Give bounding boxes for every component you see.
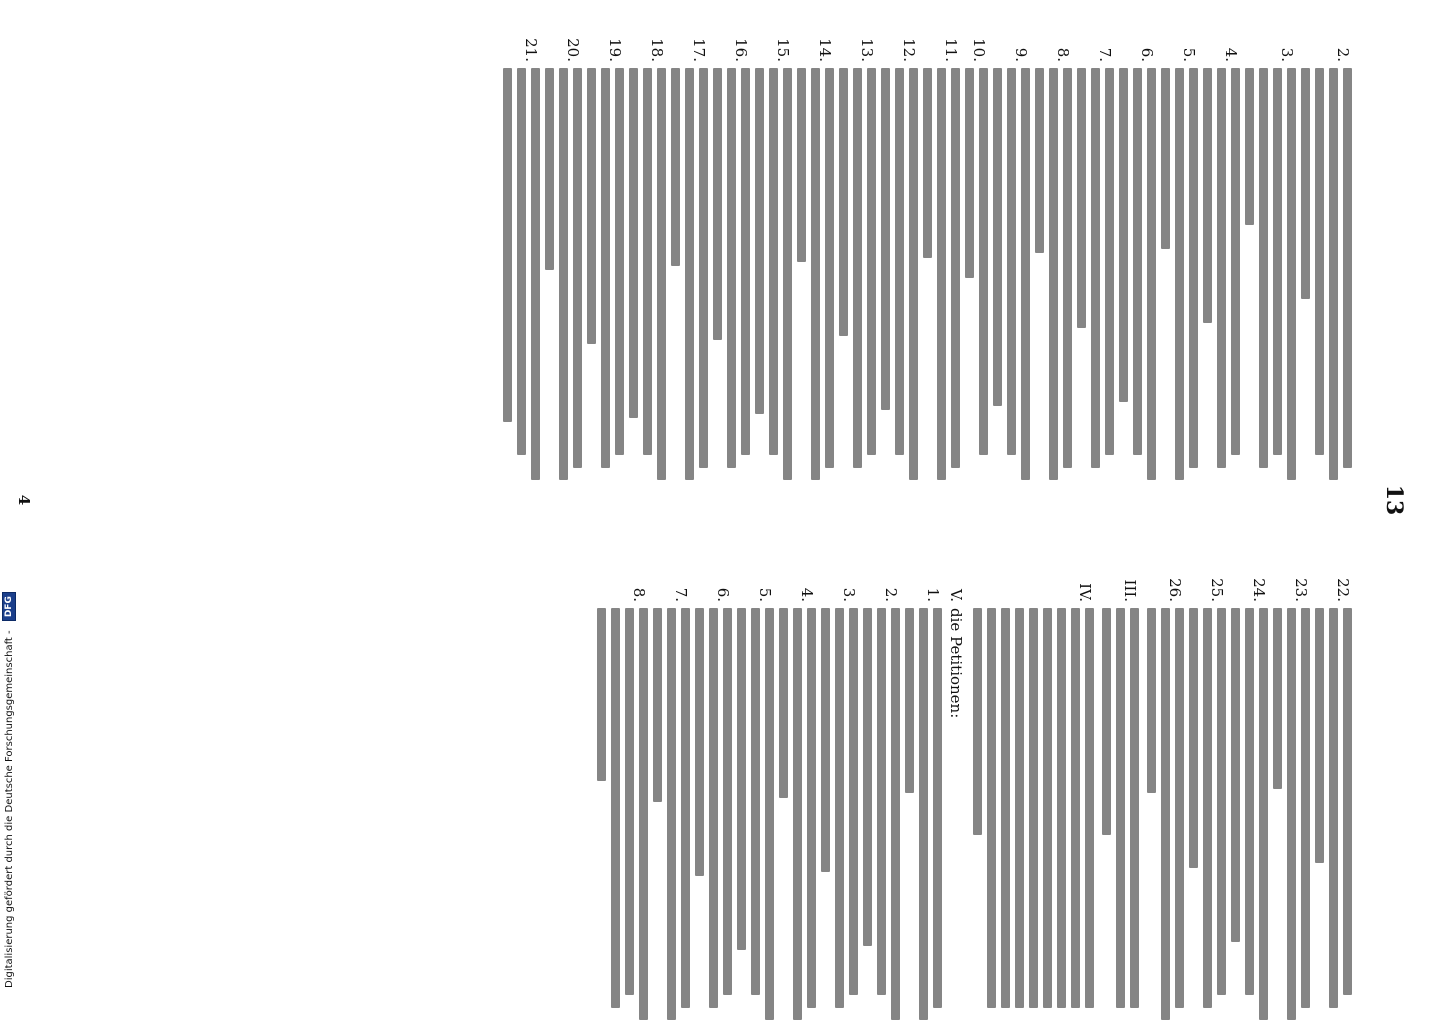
text-line-placeholder (727, 68, 736, 468)
text-line-placeholder (1315, 608, 1324, 863)
right-column (593, 570, 1357, 1020)
text-line-placeholder (559, 68, 568, 480)
text-line-placeholder (713, 68, 722, 340)
text-line-placeholder (601, 68, 610, 468)
section-block (1102, 570, 1139, 1020)
item-number: 7. (1096, 47, 1114, 62)
item-number: 26. (1166, 578, 1184, 602)
text-line-placeholder (987, 608, 996, 1008)
text-line-placeholder (1147, 608, 1156, 793)
item-number: 5. (756, 587, 774, 602)
text-line-placeholder (629, 68, 638, 418)
text-line-placeholder (779, 608, 788, 798)
text-line-placeholder (1259, 68, 1268, 468)
item-number: 4. (1222, 47, 1240, 62)
list-item (1119, 30, 1156, 480)
text-line-placeholder (545, 68, 554, 270)
text-line-placeholder (723, 608, 732, 995)
list-item (1231, 570, 1268, 1020)
text-line-placeholder (973, 608, 982, 835)
section-block (947, 570, 965, 1020)
text-line-placeholder (867, 68, 876, 455)
text-line-placeholder (807, 608, 816, 1008)
text-line-placeholder (1259, 608, 1268, 1020)
text-line-placeholder (1203, 608, 1212, 1008)
text-line-placeholder (1077, 68, 1086, 328)
text-line-placeholder (1133, 68, 1142, 455)
text-line-placeholder (1007, 68, 1016, 455)
text-line-placeholder (765, 608, 774, 1020)
text-line-placeholder (825, 68, 834, 468)
text-line-placeholder (695, 608, 704, 876)
list-item (1147, 570, 1184, 1020)
list-item (671, 30, 708, 480)
text-line-placeholder (937, 68, 946, 480)
text-line-placeholder (1273, 608, 1282, 789)
text-line-placeholder (839, 68, 848, 336)
dfg-logo-icon: DFG (2, 592, 16, 621)
text-line-placeholder (1015, 608, 1024, 1008)
text-line-placeholder (793, 608, 802, 1020)
list-item (821, 570, 858, 1020)
item-number: 6. (714, 587, 732, 602)
text-line-placeholder (517, 68, 526, 455)
text-line-placeholder (1063, 68, 1072, 468)
list-item (503, 30, 540, 480)
item-number: 6. (1138, 47, 1156, 62)
text-line-placeholder (1147, 68, 1156, 480)
text-line-placeholder (597, 608, 606, 781)
list-item (1035, 30, 1072, 480)
item-number: 18. (648, 38, 666, 62)
text-line-placeholder (891, 608, 900, 1020)
list-item (905, 570, 942, 1020)
list-item (695, 570, 732, 1020)
list-item (1161, 30, 1198, 480)
text-line-placeholder (821, 608, 830, 872)
text-line-placeholder (909, 68, 918, 480)
text-line-placeholder (979, 68, 988, 455)
text-line-placeholder (1231, 68, 1240, 455)
text-line-placeholder (1343, 68, 1352, 468)
text-line-placeholder (769, 68, 778, 455)
text-line-placeholder (573, 68, 582, 468)
list-item (863, 570, 900, 1020)
text-line-placeholder (1161, 608, 1170, 1020)
item-number: 25. (1208, 578, 1226, 602)
text-line-placeholder (625, 608, 634, 995)
list-item (1203, 30, 1240, 480)
text-line-placeholder (951, 68, 960, 468)
text-line-placeholder (503, 68, 512, 422)
item-number: 1. (924, 587, 942, 602)
item-number: 15. (774, 38, 792, 62)
item-number: 24. (1250, 578, 1268, 602)
text-line-placeholder (849, 608, 858, 995)
list-item (839, 30, 876, 480)
item-number: 23. (1292, 578, 1310, 602)
text-line-placeholder (1035, 68, 1044, 253)
list-item (1301, 30, 1352, 480)
text-line-placeholder (709, 608, 718, 1008)
text-line-placeholder (671, 68, 680, 266)
item-number: 2. (882, 587, 900, 602)
list-item (737, 570, 774, 1020)
list-item (797, 30, 834, 480)
list-item (545, 30, 582, 480)
text-line-placeholder (1189, 68, 1198, 468)
text-line-placeholder (737, 608, 746, 950)
text-line-placeholder (1287, 608, 1296, 1020)
text-line-placeholder (881, 68, 890, 410)
text-line-placeholder (1301, 68, 1310, 299)
list-item (713, 30, 750, 480)
text-line-placeholder (587, 68, 596, 344)
section-heading: die Petitionen: (947, 608, 965, 719)
text-line-placeholder (1217, 68, 1226, 468)
section-roman-numeral: IV. (1076, 583, 1094, 602)
text-line-placeholder (1343, 608, 1352, 995)
list-item (629, 30, 666, 480)
list-item (923, 30, 960, 480)
item-number: 21. (522, 38, 540, 62)
list-item (881, 30, 918, 480)
text-line-placeholder (1329, 68, 1338, 480)
text-line-placeholder (1245, 608, 1254, 995)
item-number: 19. (606, 38, 624, 62)
signature-mark: 4 (15, 494, 33, 506)
text-line-placeholder (699, 68, 708, 468)
list-item (755, 30, 792, 480)
list-item (965, 30, 988, 480)
text-line-placeholder (1130, 608, 1139, 1008)
text-line-placeholder (863, 608, 872, 946)
text-line-placeholder (657, 68, 666, 480)
item-number: 10. (970, 38, 988, 62)
section-block (973, 570, 1094, 1020)
text-line-placeholder (653, 608, 662, 802)
text-line-placeholder (1245, 68, 1254, 225)
text-line-placeholder (923, 68, 932, 258)
page-number: 13 (1381, 484, 1407, 516)
text-line-placeholder (835, 608, 844, 1008)
text-line-placeholder (1119, 68, 1128, 402)
text-line-placeholder (1175, 608, 1184, 1008)
item-number: 7. (672, 587, 690, 602)
item-number: 11. (942, 38, 960, 62)
text-line-placeholder (1116, 608, 1125, 1008)
list-item (1189, 570, 1226, 1020)
text-line-placeholder (1287, 68, 1296, 480)
list-item (653, 570, 690, 1020)
item-number: 5. (1180, 47, 1198, 62)
text-line-placeholder (1315, 68, 1324, 455)
item-number: 3. (840, 587, 858, 602)
text-line-placeholder (1273, 68, 1282, 455)
footer-text: Digitalisierung gefördert durch die Deutsche Forschungsgemeinschaft - (4, 630, 15, 988)
text-line-placeholder (667, 608, 676, 1020)
list-item (1315, 570, 1352, 1020)
list-item (597, 570, 648, 1020)
list-item (993, 30, 1030, 480)
text-line-placeholder (1175, 68, 1184, 480)
text-line-placeholder (1001, 608, 1010, 1008)
text-line-placeholder (1071, 608, 1080, 1008)
text-line-placeholder (531, 68, 540, 480)
text-line-placeholder (783, 68, 792, 480)
text-line-placeholder (751, 608, 760, 995)
item-number: 9. (1012, 47, 1030, 62)
text-line-placeholder (1161, 68, 1170, 249)
text-line-placeholder (685, 68, 694, 480)
text-line-placeholder (811, 68, 820, 480)
text-line-placeholder (797, 68, 806, 262)
text-line-placeholder (1329, 608, 1338, 1008)
text-line-placeholder (639, 608, 648, 1020)
text-line-placeholder (1049, 68, 1058, 480)
rotated-page-content (17, 0, 1417, 1000)
text-line-placeholder (615, 68, 624, 455)
item-number: 22. (1334, 578, 1352, 602)
text-line-placeholder (755, 68, 764, 414)
text-line-placeholder (1203, 68, 1212, 323)
text-line-placeholder (1102, 608, 1111, 835)
text-line-placeholder (1189, 608, 1198, 868)
list-item (779, 570, 816, 1020)
item-number: 2. (1334, 47, 1352, 62)
item-number: 20. (564, 38, 582, 62)
section-roman-numeral: V. (947, 589, 965, 602)
text-line-placeholder (1105, 68, 1114, 455)
text-line-placeholder (1217, 608, 1226, 995)
digitization-footer (2, 0, 18, 1000)
item-number: 4. (798, 587, 816, 602)
text-line-placeholder (933, 608, 942, 1008)
section-roman-numeral: III. (1121, 579, 1139, 602)
text-line-placeholder (741, 68, 750, 455)
text-line-placeholder (1231, 608, 1240, 942)
text-line-placeholder (1021, 68, 1030, 480)
text-line-placeholder (993, 68, 1002, 406)
text-line-placeholder (643, 68, 652, 455)
text-line-placeholder (853, 68, 862, 468)
text-line-placeholder (1057, 608, 1066, 1008)
text-line-placeholder (877, 608, 886, 995)
text-line-placeholder (1301, 608, 1310, 1008)
text-line-placeholder (611, 608, 620, 1008)
left-column (499, 30, 1357, 480)
text-line-placeholder (905, 608, 914, 793)
text-line-placeholder (895, 68, 904, 455)
text-line-placeholder (681, 608, 690, 1008)
list-item (1245, 30, 1296, 480)
item-number: 8. (1054, 47, 1072, 62)
item-number: 12. (900, 38, 918, 62)
item-number: 16. (732, 38, 750, 62)
item-number: 8. (630, 587, 648, 602)
list-item (1273, 570, 1310, 1020)
item-number: 13. (858, 38, 876, 62)
text-line-placeholder (1085, 608, 1094, 1008)
item-number: 3. (1278, 47, 1296, 62)
text-line-placeholder (1029, 608, 1038, 1008)
list-item (587, 30, 624, 480)
list-item (1077, 30, 1114, 480)
text-line-placeholder (1091, 68, 1100, 468)
text-line-placeholder (965, 68, 974, 278)
item-number: 17. (690, 38, 708, 62)
text-line-placeholder (919, 608, 928, 1020)
text-line-placeholder (1043, 608, 1052, 1008)
item-number: 14. (816, 38, 834, 62)
